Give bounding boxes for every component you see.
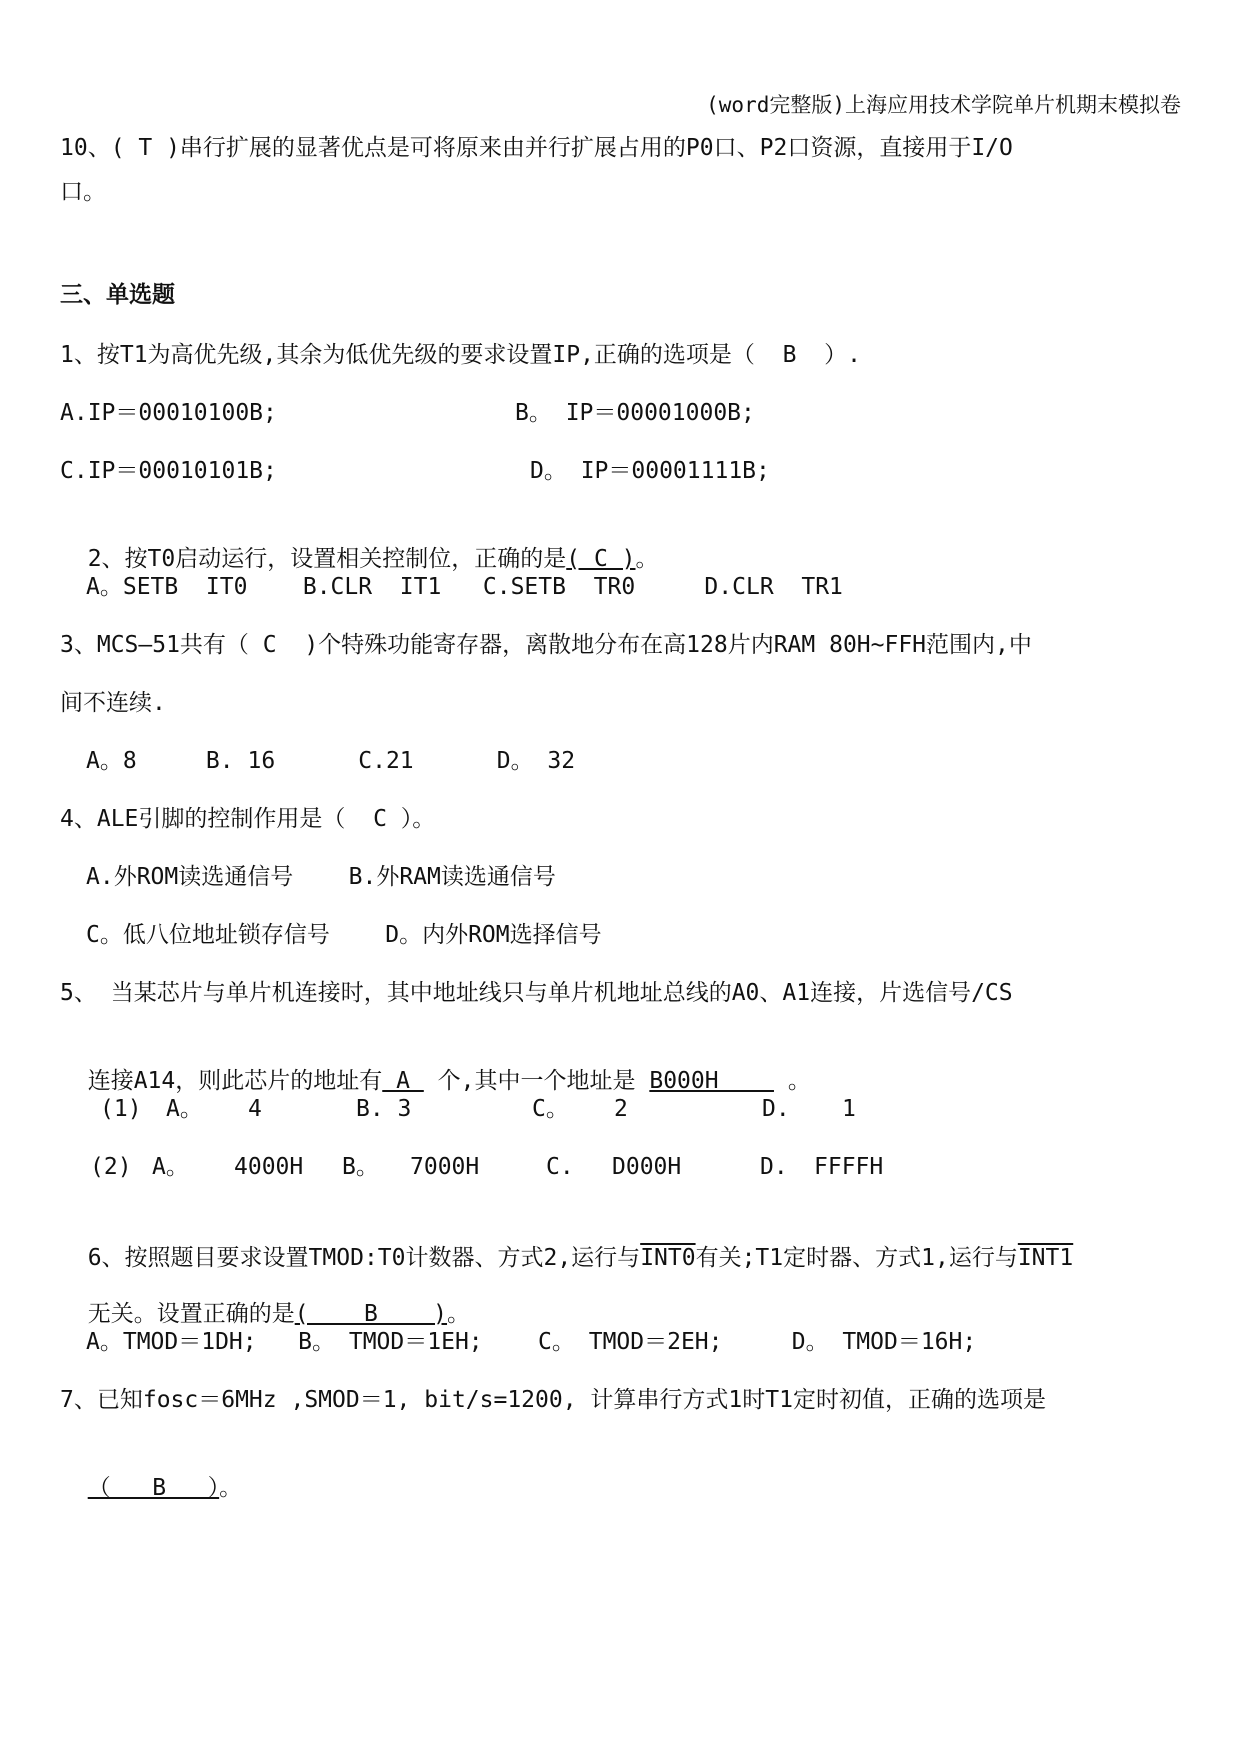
question-5-answer-2: B000H [649, 1068, 774, 1094]
question-6-line-1-middle: 有关;T1定时器、方式1,运行与 [695, 1245, 1018, 1271]
int0-signal: INT0 [640, 1245, 696, 1271]
page-header: (word完整版)上海应用技术学院单片机期末模拟卷 [706, 93, 1181, 117]
question-4-stem: 4、ALE引脚的控制作用是（ C ）。 [60, 806, 436, 832]
sub-2-option-b-value: 7000H [410, 1154, 480, 1180]
sub-1-option-d-label: D. [762, 1096, 790, 1122]
sub-2-number: (2) [90, 1154, 132, 1180]
question-2-stem-end: 。 [635, 546, 659, 572]
question-10-line-1: 10、( T )串行扩展的显著优点是可将原来由并行扩展占用的P0口、P2口资源，直接用于I/O [60, 135, 1013, 161]
sub-1-option-b: B. 3 [356, 1096, 412, 1122]
question-2-stem [60, 514, 659, 574]
question-4-options-row-1: A.外ROM读选通信号 B.外RAM读选通信号 [86, 864, 556, 890]
question-3-options: A。8 B. 16 C.21 D。 32 [86, 748, 576, 774]
question-7-line-1: 7、已知fosc＝6MHz ,SMOD＝1, bit/s=1200, 计算串行方式1时T1定时初值，正确的选项是 [60, 1387, 1046, 1413]
sub-2-option-a-label: A。 [152, 1154, 189, 1180]
question-1-option-c: C.IP＝00010101B; [60, 458, 277, 484]
question-5-line-2-end: 。 [773, 1068, 811, 1094]
question-5-line-2-middle: 个,其中一个地址是 [423, 1068, 650, 1094]
int1-signal: INT1 [1017, 1245, 1074, 1271]
question-2-answer: ( C ) [566, 546, 636, 572]
question-7-line-2 [60, 1443, 242, 1503]
question-5-line-1: 5、 当某芯片与单片机连接时，其中地址线只与单片机地址总线的A0、A1连接，片选信号/CS [60, 980, 1013, 1006]
question-3-line-2: 间不连续. [60, 690, 166, 716]
question-2-options: A。SETB IT0 B.CLR IT1 C.SETB TR0 D.CLR TR1 [86, 574, 843, 600]
question-5-answer-1: A [382, 1068, 424, 1094]
sub-2-option-d-value: FFFFH [814, 1154, 884, 1180]
question-6-answer: ( B ) [294, 1301, 448, 1327]
question-10-line-2: 口。 [60, 179, 106, 205]
question-3-line-1: 3、MCS—51共有（ C )个特殊功能寄存器，离散地分布在高128片内RAM 80H~FFH范围内,中 [60, 632, 1032, 658]
question-6-line-1 [60, 1213, 1073, 1273]
sub-1-number: (1) [100, 1096, 142, 1122]
question-1-option-a: A.IP＝00010100B; [60, 400, 277, 426]
question-6-line-2-end: 。 [447, 1301, 471, 1327]
question-7-answer: （ B ） [87, 1475, 220, 1501]
question-5-line-2-text: 连接A14，则此芯片的地址有 [87, 1068, 383, 1094]
sub-1-option-a-label: A。 [166, 1096, 203, 1122]
sub-2-option-a-value: 4000H [234, 1154, 304, 1180]
question-1-option-b: B。 IP＝00001000B; [515, 400, 755, 426]
sub-1-option-d-value: 1 [842, 1096, 856, 1122]
question-6-line-2-text: 无关。设置正确的是 [87, 1301, 295, 1327]
question-1-option-d: D。 IP＝00001111B; [530, 458, 770, 484]
question-1-stem: 1、按T1为高优先级,其余为低优先级的要求设置IP,正确的选项是（ B ）. [60, 342, 862, 368]
section-title: 三、单选题 [60, 282, 175, 308]
question-4-options-row-2: C。低八位地址锁存信号 D。内外ROM选择信号 [86, 922, 602, 948]
question-2-stem-text: 2、按T0启动运行，设置相关控制位，正确的是 [87, 546, 567, 572]
sub-2-option-c-value: D000H [612, 1154, 682, 1180]
question-6-options: A。TMOD＝1DH; B。 TMOD＝1EH; C。 TMOD＝2EH; D。 TMOD＝16H; [86, 1329, 977, 1355]
question-6-line-1-text: 6、按照题目要求设置TMOD:T0计数器、方式2,运行与 [87, 1245, 641, 1271]
question-6-line-2 [60, 1269, 470, 1329]
sub-1-option-c-label: C。 [532, 1096, 569, 1122]
sub-1-option-c-value: 2 [614, 1096, 628, 1122]
sub-2-option-d-label: D. [760, 1154, 788, 1180]
sub-2-option-c-label: C. [546, 1154, 574, 1180]
question-5-line-2 [60, 1036, 811, 1096]
sub-1-option-a-value: 4 [248, 1096, 262, 1122]
question-7-line-2-end: 。 [219, 1475, 243, 1501]
sub-2-option-b-label: B。 [342, 1154, 379, 1180]
